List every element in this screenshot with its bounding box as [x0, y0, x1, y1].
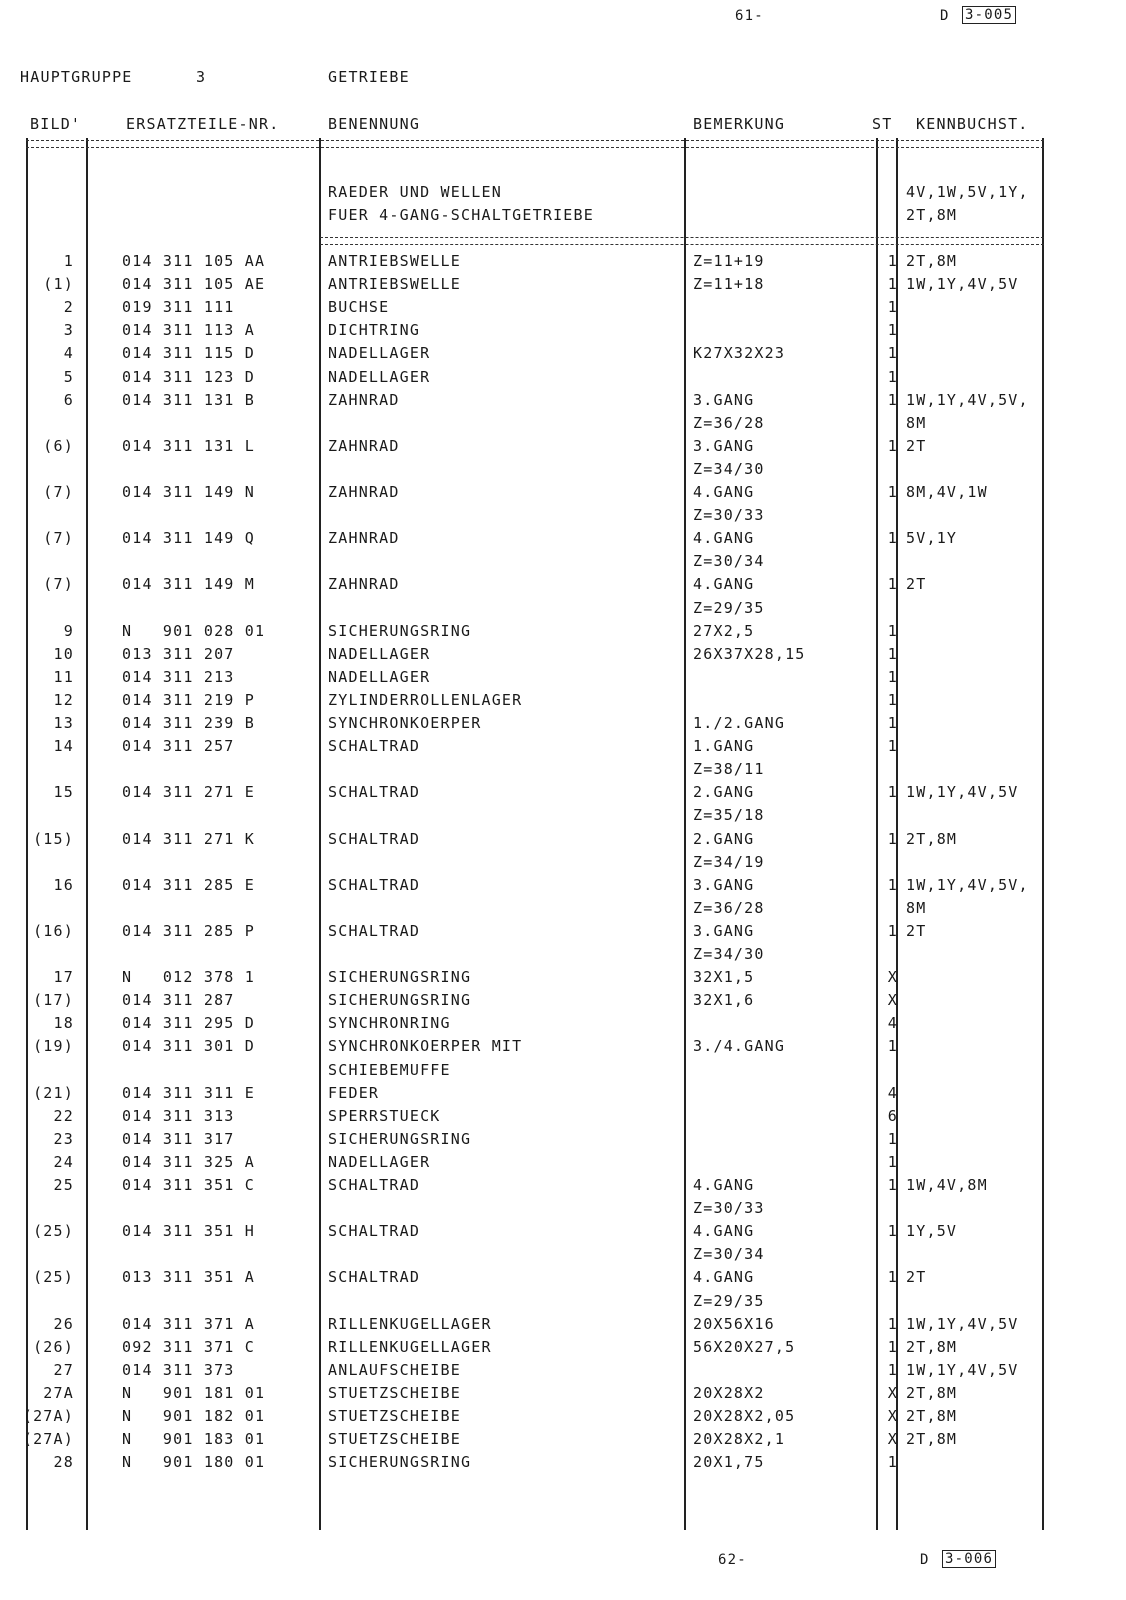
row-kennbuchst: 1W,1Y,4V,5V,	[906, 390, 1029, 409]
row-bemerkung: 4.GANG	[693, 1176, 755, 1194]
table-row	[0, 298, 1126, 321]
row-benennung: ANTRIEBSWELLE	[328, 275, 461, 294]
row-part-number: 019 311 111	[122, 298, 235, 317]
row-part-number: 014 311 239 B	[122, 714, 255, 732]
row-quantity: X	[887, 1430, 898, 1449]
row-bemerkung: 20X28X2,1	[693, 1430, 786, 1449]
row-bemerkung: 2.GANG	[693, 829, 755, 848]
row-bemerkung: 20X28X2	[693, 1383, 765, 1402]
row-benennung: DICHTRING	[328, 321, 421, 340]
row-quantity: 6	[887, 1106, 898, 1125]
row-part-number: 014 311 285 E	[122, 875, 255, 894]
row-benennung: NADELLAGER	[328, 367, 431, 386]
top-page-number: 61-	[735, 8, 764, 24]
row-part-number: 014 311 149 N	[122, 483, 255, 501]
table-row	[0, 529, 1126, 552]
row-bemerkung: Z=35/18	[693, 806, 765, 825]
table-row-continuation	[0, 1061, 1126, 1084]
row-bild: (25)	[33, 1268, 74, 1287]
row-bemerkung: Z=29/35	[693, 598, 765, 617]
row-part-number: 014 311 115 D	[122, 344, 255, 363]
section-title-line1: RAEDER UND WELLEN	[328, 183, 502, 201]
row-part-number: N 901 182 01	[122, 1407, 266, 1425]
row-quantity: 4	[887, 1014, 898, 1033]
row-part-number: 014 311 287	[122, 991, 235, 1010]
section-kennbuchst-line2: 2T,8M	[906, 206, 958, 224]
section-title-line2: FUER 4-GANG-SCHALTGETRIEBE	[328, 206, 594, 224]
table-row	[0, 1407, 1126, 1430]
row-bemerkung: 32X1,5	[693, 968, 755, 987]
row-bild: 16	[53, 875, 74, 894]
row-bemerkung: Z=30/34	[693, 552, 765, 571]
row-bemerkung: 32X1,6	[693, 991, 755, 1010]
row-part-number: 014 311 373	[122, 1360, 235, 1379]
row-bemerkung: 1./2.GANG	[693, 714, 786, 732]
row-kennbuchst: 1W,1Y,4V,5V	[906, 1314, 1019, 1333]
table-row	[0, 1430, 1126, 1453]
row-part-number: N 012 378 1	[122, 968, 255, 987]
table-row	[0, 1384, 1126, 1407]
row-part-number: 014 311 313	[122, 1106, 235, 1125]
row-part-number: 014 311 219 P	[122, 690, 255, 709]
row-part-number: 014 311 295 D	[122, 1014, 255, 1033]
row-bemerkung: 4.GANG	[693, 1222, 755, 1241]
row-kennbuchst: 2T	[906, 921, 927, 940]
table-row	[0, 1153, 1126, 1176]
row-part-number: 014 311 149 Q	[122, 529, 255, 548]
row-bild: (1)	[43, 275, 74, 294]
row-benennung: NADELLAGER	[328, 667, 431, 686]
row-part-number: N 901 183 01	[122, 1430, 266, 1449]
row-bild: 13	[53, 714, 74, 732]
row-quantity: 1	[887, 737, 898, 756]
row-part-number: N 901 180 01	[122, 1453, 266, 1472]
header-bild: BILD'	[30, 115, 82, 133]
header-st: ST	[872, 115, 893, 133]
row-bild: (7)	[43, 483, 74, 501]
row-quantity: 1	[887, 1037, 898, 1056]
row-benennung: SCHALTRAD	[328, 783, 421, 802]
row-benennung: SICHERUNGSRING	[328, 621, 472, 640]
table-row-continuation	[0, 1245, 1126, 1268]
row-bemerkung: Z=38/11	[693, 760, 765, 779]
row-benennung: ZAHNRAD	[328, 575, 400, 594]
top-section-code: 3-005	[962, 6, 1016, 24]
row-quantity: 1	[887, 1360, 898, 1379]
header-ersatzteile-nr: ERSATZTEILE-NR.	[126, 115, 280, 133]
row-bild: (15)	[33, 829, 74, 848]
table-row	[0, 714, 1126, 737]
row-bemerkung: Z=36/28	[693, 898, 765, 917]
row-kennbuchst: 8M	[906, 413, 927, 432]
row-bild: 5	[63, 367, 74, 386]
row-benennung: SPERRSTUECK	[328, 1106, 441, 1125]
table-row	[0, 1222, 1126, 1245]
row-quantity: 1	[887, 1314, 898, 1333]
row-part-number: 014 311 271 K	[122, 829, 255, 848]
row-benennung: NADELLAGER	[328, 344, 431, 363]
row-bild: 12	[53, 690, 74, 709]
table-row-continuation	[0, 552, 1126, 575]
row-bemerkung: 4.GANG	[693, 575, 755, 594]
row-quantity: 1	[887, 644, 898, 663]
table-row-continuation	[0, 460, 1126, 483]
row-bild: 23	[53, 1129, 74, 1148]
row-quantity: 1	[887, 252, 898, 270]
row-benennung: SCHALTRAD	[328, 875, 421, 894]
row-part-number: 092 311 371 C	[122, 1337, 255, 1356]
row-benennung: BUCHSE	[328, 298, 390, 317]
row-benennung: SYNCHRONKOERPER	[328, 714, 482, 732]
table-row	[0, 783, 1126, 806]
table-row	[0, 622, 1126, 645]
row-part-number: 014 311 351 H	[122, 1222, 255, 1241]
table-row-continuation	[0, 1199, 1126, 1222]
header-separator	[26, 140, 1044, 148]
table-row	[0, 830, 1126, 853]
row-benennung: ZAHNRAD	[328, 390, 400, 409]
row-benennung: SCHALTRAD	[328, 737, 421, 756]
row-bemerkung: Z=34/19	[693, 852, 765, 871]
row-quantity: 1	[887, 1152, 898, 1171]
row-quantity: X	[887, 1407, 898, 1425]
row-bemerkung: Z=34/30	[693, 459, 765, 478]
row-bild: 18	[53, 1014, 74, 1033]
row-bemerkung: 27X2,5	[693, 621, 755, 640]
row-benennung: SYNCHRONRING	[328, 1014, 451, 1033]
row-kennbuchst: 2T,8M	[906, 829, 958, 848]
table-row	[0, 737, 1126, 760]
row-bemerkung: 20X56X16	[693, 1314, 775, 1333]
row-bild: 9	[63, 621, 74, 640]
row-bild: (27A)	[22, 1407, 74, 1425]
table-row	[0, 1084, 1126, 1107]
row-quantity: 1	[887, 436, 898, 455]
row-bemerkung: 3.GANG	[693, 436, 755, 455]
row-part-number: 014 311 271 E	[122, 783, 255, 802]
row-quantity: 1	[887, 390, 898, 409]
table-row	[0, 1361, 1126, 1384]
row-quantity: 1	[887, 575, 898, 594]
bottom-section-code: 3-006	[942, 1550, 996, 1568]
row-bemerkung: Z=30/33	[693, 1199, 765, 1218]
table-row	[0, 1037, 1126, 1060]
table-row	[0, 1107, 1126, 1130]
row-kennbuchst: 2T,8M	[906, 252, 958, 270]
row-benennung: FEDER	[328, 1083, 380, 1102]
row-benennung: NADELLAGER	[328, 644, 431, 663]
row-part-number: 014 311 371 A	[122, 1314, 255, 1333]
row-bild: (16)	[33, 921, 74, 940]
row-benennung: SYNCHRONKOERPER MIT	[328, 1037, 523, 1056]
row-kennbuchst: 2T	[906, 1268, 927, 1287]
row-benennung: SCHALTRAD	[328, 1222, 421, 1241]
row-bild: 11	[53, 667, 74, 686]
row-benennung: RILLENKUGELLAGER	[328, 1314, 492, 1333]
row-bemerkung: 20X1,75	[693, 1453, 765, 1472]
row-quantity: 1	[887, 1453, 898, 1472]
row-bild: 26	[53, 1314, 74, 1333]
row-kennbuchst: 2T	[906, 575, 927, 594]
table-row	[0, 645, 1126, 668]
row-part-number: 013 311 207	[122, 644, 235, 663]
row-kennbuchst: 1Y,5V	[906, 1222, 958, 1241]
row-part-number: 014 311 301 D	[122, 1037, 255, 1056]
row-bemerkung: Z=29/35	[693, 1291, 765, 1310]
row-bemerkung: 3.GANG	[693, 921, 755, 940]
row-bemerkung: 2.GANG	[693, 783, 755, 802]
table-row	[0, 968, 1126, 991]
row-quantity: 1	[887, 829, 898, 848]
row-kennbuchst: 2T	[906, 436, 927, 455]
row-kennbuchst: 2T,8M	[906, 1430, 958, 1449]
row-benennung: SICHERUNGSRING	[328, 1453, 472, 1472]
table-row	[0, 1176, 1126, 1199]
table-row	[0, 483, 1126, 506]
row-bild: (7)	[43, 529, 74, 548]
row-quantity: 1	[887, 1129, 898, 1148]
row-benennung: ZAHNRAD	[328, 529, 400, 548]
table-row	[0, 275, 1126, 298]
row-bemerkung: 4.GANG	[693, 529, 755, 548]
row-quantity: 4	[887, 1083, 898, 1102]
row-quantity: 1	[887, 714, 898, 732]
row-bild: 10	[53, 644, 74, 663]
row-quantity: 1	[887, 321, 898, 340]
row-part-number: 014 311 257	[122, 737, 235, 756]
table-row-continuation	[0, 806, 1126, 829]
row-quantity: 1	[887, 667, 898, 686]
row-bild: 17	[53, 968, 74, 987]
header-kennbuchst: KENNBUCHST.	[916, 115, 1029, 133]
table-row	[0, 1014, 1126, 1037]
row-quantity: 1	[887, 1176, 898, 1194]
row-kennbuchst: 8M,4V,1W	[906, 483, 988, 501]
row-bild: (21)	[33, 1083, 74, 1102]
row-kennbuchst: 1W,1Y,4V,5V,	[906, 875, 1029, 894]
row-bild: 2	[63, 298, 74, 317]
row-quantity: 1	[887, 1268, 898, 1287]
row-kennbuchst: 2T,8M	[906, 1337, 958, 1356]
table-row	[0, 252, 1126, 275]
table-row	[0, 1130, 1126, 1153]
row-bild: (27A)	[22, 1430, 74, 1449]
table-row	[0, 391, 1126, 414]
group-label: HAUPTGRUPPE	[20, 68, 133, 86]
row-quantity: X	[887, 991, 898, 1010]
table-row	[0, 922, 1126, 945]
section-separator	[320, 237, 1044, 245]
header-benennung: BENENNUNG	[328, 115, 421, 133]
table-row	[0, 344, 1126, 367]
table-row	[0, 368, 1126, 391]
table-row-continuation	[0, 599, 1126, 622]
row-benennung: SICHERUNGSRING	[328, 1129, 472, 1148]
row-bemerkung: 26X37X28,15	[693, 644, 806, 663]
row-bemerkung: Z=11+19	[693, 252, 765, 270]
row-benennung: SCHIEBEMUFFE	[328, 1060, 451, 1079]
table-row-continuation	[0, 506, 1126, 529]
row-quantity: 1	[887, 529, 898, 548]
row-bemerkung: Z=34/30	[693, 945, 765, 963]
row-quantity: 1	[887, 875, 898, 894]
row-kennbuchst: 1W,4V,8M	[906, 1176, 988, 1194]
row-bild: 24	[53, 1152, 74, 1171]
table-row-continuation	[0, 899, 1126, 922]
row-kennbuchst: 8M	[906, 898, 927, 917]
row-bemerkung: 1.GANG	[693, 737, 755, 756]
row-kennbuchst: 1W,1Y,4V,5V	[906, 275, 1019, 294]
row-quantity: X	[887, 1383, 898, 1402]
row-part-number: 014 311 351 C	[122, 1176, 255, 1194]
row-bemerkung: K27X32X23	[693, 344, 786, 363]
row-bild: (17)	[33, 991, 74, 1010]
row-benennung: STUETZSCHEIBE	[328, 1383, 461, 1402]
row-quantity: 1	[887, 344, 898, 363]
row-bemerkung: Z=36/28	[693, 413, 765, 432]
row-quantity: 1	[887, 298, 898, 317]
row-quantity: 1	[887, 1222, 898, 1241]
row-quantity: 1	[887, 921, 898, 940]
table-row	[0, 668, 1126, 691]
table-row-continuation	[0, 945, 1126, 968]
row-part-number: 014 311 131 B	[122, 390, 255, 409]
row-part-number: 014 311 149 M	[122, 575, 255, 594]
row-benennung: SICHERUNGSRING	[328, 991, 472, 1010]
row-quantity: 1	[887, 690, 898, 709]
row-part-number: 013 311 351 A	[122, 1268, 255, 1287]
row-bild: 1	[63, 252, 74, 270]
row-quantity: 1	[887, 275, 898, 294]
row-bemerkung: 3./4.GANG	[693, 1037, 786, 1056]
row-bemerkung: 3.GANG	[693, 875, 755, 894]
table-row	[0, 1268, 1126, 1291]
table-row	[0, 991, 1126, 1014]
row-bild: 27A	[43, 1383, 74, 1402]
row-bild: (25)	[33, 1222, 74, 1241]
row-part-number: 014 311 213	[122, 667, 235, 686]
table-row	[0, 1315, 1126, 1338]
row-part-number: 014 311 113 A	[122, 321, 255, 340]
row-benennung: RILLENKUGELLAGER	[328, 1337, 492, 1356]
row-benennung: ZYLINDERROLLENLAGER	[328, 690, 523, 709]
row-part-number: N 901 181 01	[122, 1383, 266, 1402]
row-benennung: SCHALTRAD	[328, 921, 421, 940]
table-row	[0, 575, 1126, 598]
header-bemerkung: BEMERKUNG	[693, 115, 786, 133]
row-bemerkung: Z=30/33	[693, 506, 765, 525]
row-part-number: 014 311 325 A	[122, 1152, 255, 1171]
row-bild: (7)	[43, 575, 74, 594]
row-kennbuchst: 1W,1Y,4V,5V	[906, 1360, 1019, 1379]
row-kennbuchst: 1W,1Y,4V,5V	[906, 783, 1019, 802]
table-row	[0, 1338, 1126, 1361]
row-bemerkung: 56X20X27,5	[693, 1337, 796, 1356]
group-name: GETRIEBE	[328, 68, 410, 86]
row-benennung: STUETZSCHEIBE	[328, 1407, 461, 1425]
row-bemerkung: Z=11+18	[693, 275, 765, 294]
row-benennung: ZAHNRAD	[328, 436, 400, 455]
row-quantity: 1	[887, 621, 898, 640]
row-bild: (19)	[33, 1037, 74, 1056]
bottom-page-prefix: D	[920, 1552, 930, 1568]
row-bild: 4	[63, 344, 74, 363]
row-bemerkung: Z=30/34	[693, 1245, 765, 1264]
row-part-number: 014 311 131 L	[122, 436, 255, 455]
row-part-number: 014 311 105 AE	[122, 275, 266, 294]
table-row-continuation	[0, 760, 1126, 783]
table-row-continuation	[0, 414, 1126, 437]
row-bild: 27	[53, 1360, 74, 1379]
table-row-continuation	[0, 853, 1126, 876]
row-benennung: ZAHNRAD	[328, 483, 400, 501]
table-row	[0, 691, 1126, 714]
row-benennung: SCHALTRAD	[328, 1268, 421, 1287]
row-bild: 25	[53, 1176, 74, 1194]
row-kennbuchst: 2T,8M	[906, 1383, 958, 1402]
row-bild: 28	[53, 1453, 74, 1472]
row-benennung: STUETZSCHEIBE	[328, 1430, 461, 1449]
row-part-number: 014 311 105 AA	[122, 252, 266, 270]
row-benennung: SICHERUNGSRING	[328, 968, 472, 987]
row-part-number: N 901 028 01	[122, 621, 266, 640]
row-part-number: 014 311 123 D	[122, 367, 255, 386]
row-benennung: SCHALTRAD	[328, 1176, 421, 1194]
row-kennbuchst: 5V,1Y	[906, 529, 958, 548]
row-kennbuchst: 2T,8M	[906, 1407, 958, 1425]
row-part-number: 014 311 285 P	[122, 921, 255, 940]
row-bemerkung: 4.GANG	[693, 483, 755, 501]
row-quantity: 1	[887, 783, 898, 802]
table-row	[0, 1453, 1126, 1476]
row-benennung: NADELLAGER	[328, 1152, 431, 1171]
row-bild: 15	[53, 783, 74, 802]
row-bild: 6	[63, 390, 74, 409]
bottom-page-number: 62-	[718, 1552, 747, 1568]
row-bild: 3	[63, 321, 74, 340]
table-row	[0, 437, 1126, 460]
top-page-prefix: D	[940, 8, 950, 24]
row-bemerkung: 20X28X2,05	[693, 1407, 796, 1425]
row-bild: 22	[53, 1106, 74, 1125]
group-number: 3	[196, 68, 207, 86]
table-row	[0, 321, 1126, 344]
row-benennung: SCHALTRAD	[328, 829, 421, 848]
row-bemerkung: 4.GANG	[693, 1268, 755, 1287]
table-row	[0, 876, 1126, 899]
section-kennbuchst-line1: 4V,1W,5V,1Y,	[906, 183, 1029, 201]
row-quantity: 1	[887, 483, 898, 501]
row-bild: 14	[53, 737, 74, 756]
row-bild: (26)	[33, 1337, 74, 1356]
row-benennung: ANLAUFSCHEIBE	[328, 1360, 461, 1379]
row-quantity: 1	[887, 367, 898, 386]
row-bemerkung: 3.GANG	[693, 390, 755, 409]
row-quantity: X	[887, 968, 898, 987]
row-quantity: 1	[887, 1337, 898, 1356]
row-part-number: 014 311 317	[122, 1129, 235, 1148]
row-bild: (6)	[43, 436, 74, 455]
table-row-continuation	[0, 1292, 1126, 1315]
row-benennung: ANTRIEBSWELLE	[328, 252, 461, 270]
row-part-number: 014 311 311 E	[122, 1083, 255, 1102]
